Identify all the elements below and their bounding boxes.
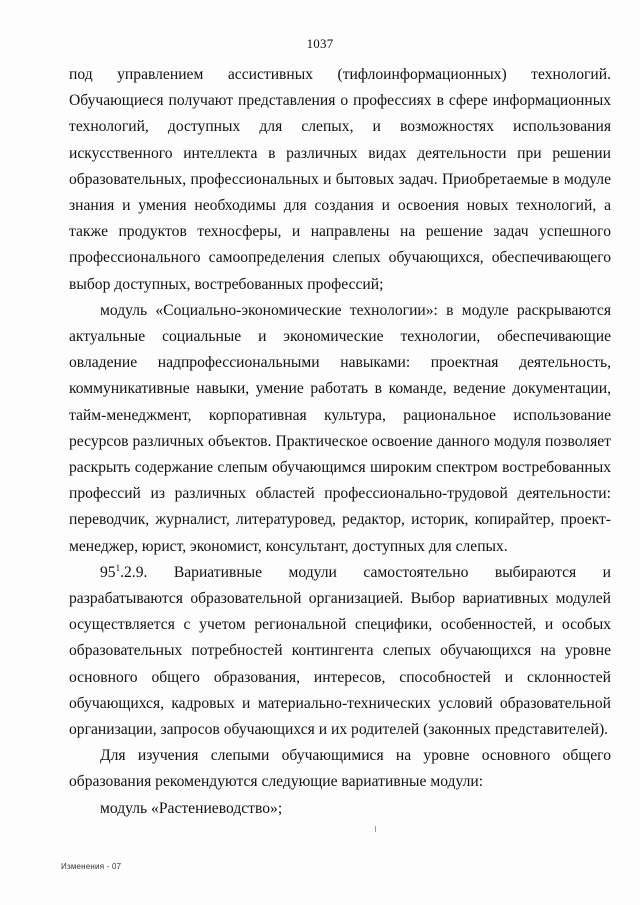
scan-speck <box>375 826 376 832</box>
paragraph-assistive-technologies: под управлением ассистивных (тифлоинформационных) технологий. Обучающиеся получают представления о профессиях в сфере информационных технологий, доступных для слепых, и возможностях использования искусственного интеллекта в различных видах деятельности при решении образовательных, профессиональных и бытовых задач. Приобретаемые в модуле знания и умения необходимы для создания и освоения новых технологий, а также продуктов техносферы, и направлены на решение задач успешного профессионального самоопределения слепых обучающихся, обеспечивающего выбор доступных, востребованных профессий; <box>69 66 611 293</box>
paragraph-variative-modules <box>69 560 611 743</box>
page-number: 1037 <box>306 36 334 51</box>
document-body <box>69 62 611 822</box>
section-number-main: 95 <box>100 563 116 581</box>
paragraph-plant-growing-module: модуль «Растениеводство»; <box>100 799 283 817</box>
paragraph-socio-economic-module: модуль «Социально-экономические технологии»: в модуле раскрываются актуальные социальные и экономические технологии, обеспечивающие овладение надпрофессиональными навыками: проектная деятельность, коммуникативные навыки, умение работать в команде, ведение документации, тайм-менеджмент, корпоративная культура, рациональное использование ресурсов различных объектов. Практическое освоение данного модуля позволяет раскрыть содержание слепым обучающимся широким спектром востребованных профессий из различных областей профессионально-трудовой деятельности: переводчик, журналист, литературовед, редактор, историк, копирайтер, проект-менеджер, юрист, экономист, консультант, доступных для слепых. <box>69 301 611 555</box>
section-number-rest: .2.9. <box>120 563 148 581</box>
paragraph-recommended-modules: Для изучения слепыми обучающимися на уровне основного общего образования рекомендуются следующие вариативные модули: <box>69 747 611 791</box>
footer-revision-note: Изменения - 07 <box>61 862 122 871</box>
paragraph-variative-modules-text: Вариативные модули самостоятельно выбираются и разрабатываются образовательной организацией. Выбор вариативных модулей осуществляется с учетом региональной специфики, особенностей, и особых образовательных потребностей контингента слепых обучающихся на уровне основного общего образования, интересов, способностей и склонностей обучающихся, кадровых и материально-технических условий образовательной организации, запросов обучающихся и их родителей (законных представителей). <box>69 563 611 739</box>
section-number-superscript: 1 <box>115 562 121 573</box>
